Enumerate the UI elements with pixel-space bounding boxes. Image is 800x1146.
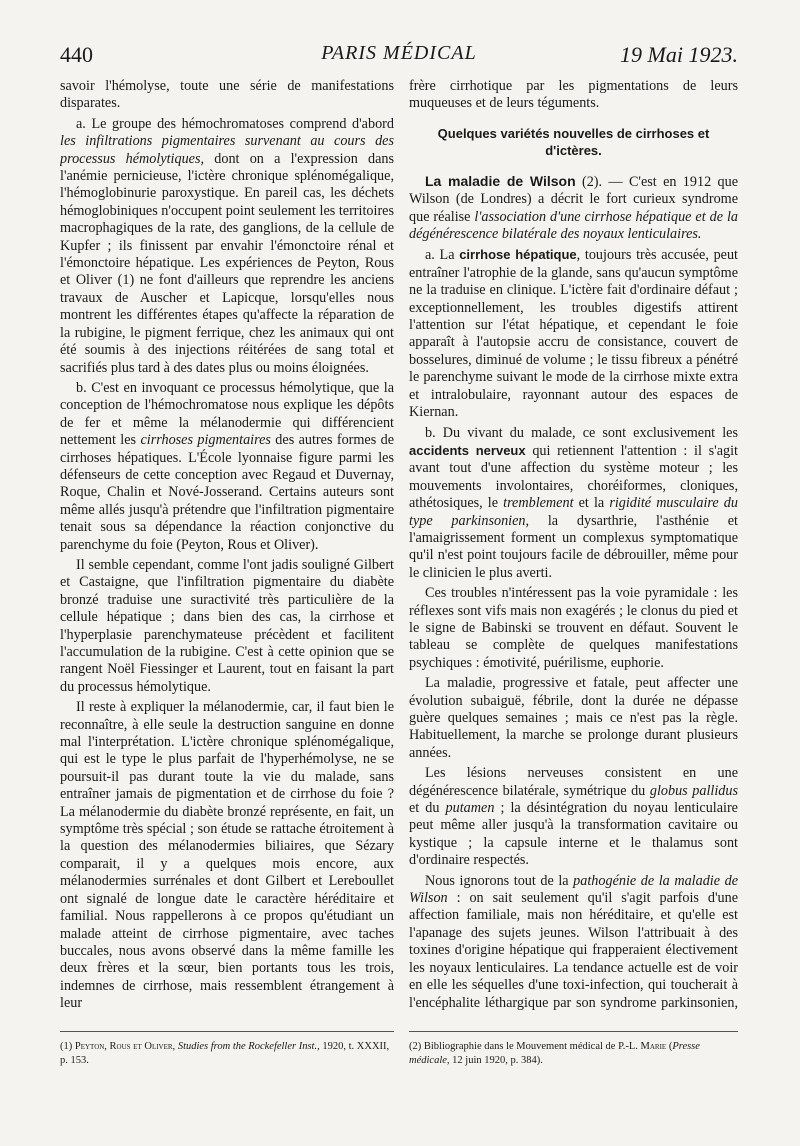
text-run: a. La — [425, 247, 460, 264]
subsection-heading: La maladie de Wilson — [425, 172, 576, 189]
bold-text: cirrhose hépatique — [459, 247, 577, 263]
text-run: Les lésions nerveuses consistent en une dégénérescence bilatérale, symétrique du — [409, 765, 738, 799]
footnote-ref: 12 juin 1920, p. 384). — [449, 1055, 543, 1066]
paragraph — [60, 116, 394, 377]
text-run: qui retiennent l'attention : il s'agit avant tout d'une affection du système moteur ; les mouvements involontaires, choréiformes, cloniques, athétosiques, le — [409, 442, 738, 512]
text-run: Il reste à expliquer la mélanodermie, car, il faut bien le reconnaître, à elle seule la destruction sanguine en donne mal l'interprétation. L'ictère chronique splénomégalique, qui est le type le plus parfait de l'hyperhémolyse, ne se poursuit-il pas durant toute la vie du malade, sans entraîner jamais de pigmentation et de cirrhose du foie ? La mélanodermie du diabète bronzé représente, en fait, un symptôme très spécial ; son étude se rattache étroitement à la question des mélanodermies biliaires, que Sézary comparait, il y a quelques mois encore, aux mélanodermies surrénales et dont Gilbert et Lereboullet ont signalé de longue date le caractère héréditaire et familial. Nous rappellerons à ce propos qu'étudiant un malade atteint de cirrhose pigmentaire, avec taches buccales, nous avons observé dans la même famille les deux frères et la sœur, bien portants tous les trois, indemnes de cirrhose, mais ressemblent étrangement à leur — [60, 699, 394, 1011]
right-column-text — [409, 78, 738, 1011]
text-run: Ces troubles n'intéressent pas la voie pyramidale : les réflexes sont vifs mais non exagérés ; le clonus du pied et le signe de Babinski se trouvent en défaut. Souvent le tableau se complète de quelques manifestations psychiques : émotivité, puérilisme, euphorie. — [409, 585, 738, 671]
italic-text: globus pallidus — [649, 782, 738, 799]
paragraph — [409, 675, 738, 762]
paragraph — [409, 425, 738, 583]
paragraph — [60, 380, 394, 554]
footnote-authors: Peyton, Rous et Oliver, — [74, 1041, 176, 1052]
text-run: La maladie, progressive et fatale, peut affecter une évolution subaiguë, fébrile, dont la durée ne dépasse guère quelques semaines ; mais ce n'est pas la règle. Habituellement, la marche se prolonge durant plusieurs années. — [409, 675, 738, 761]
text-run: dont on a l'expression dans l'anémie pernicieuse, l'ictère chronique splénomégalique, l'hémoglobinurie paroxystique. En pareil cas, les déchets hémoglobiniques n'occupent point seulement les territoires macrophagiques de la rate, des ganglions, de la cellule de Kupfer ; ils finissent par envahir l'émonctoire rénal et l'émonctoire hépatique. Les expériences de Peyton, Rous et Oliver (1) ne font d'ailleurs que reprendre les anciens travaux de Auscher et Lapicque, lorsqu'elles nous montrent les différentes étapes qu'affecte la réparation de la rubigine, le pigment ferrique, chez les animaux qui ont été soumis à des injections réitérées de sang total et sacrifiés plus tard à des dates plus ou moins éloignées. — [60, 150, 394, 376]
text-run: : on sait seulement qu'il s'agit parfois d'une affection familiale, mais non héréditaire, et qu'elle est l'apanage des sujets jeunes. Wilson l'attribuait à des toxines d'origine hépatique qui frapperaient électivement les noyaux lenticulaires. La tendance actuelle est de voir en elle les séquelles d'une toxi-infection, qui toucherait à l'encéphalite léthargique par son syndrome parkinsonien, — [409, 890, 738, 1011]
italic-text: les infiltrations pigmentaires survenant au cours des processus hémolytiques, — [60, 133, 394, 167]
footnote-journal: Studies from the Rockefeller Inst., — [175, 1041, 320, 1052]
footnote-text: ( — [666, 1041, 673, 1052]
footnote-marker: (1) — [60, 1041, 75, 1052]
italic-text: rigidité musculaire du type parkinsonien, — [409, 495, 738, 529]
paragraph — [409, 585, 738, 672]
footnote-journal: Presse médicale, — [409, 1041, 700, 1066]
right-column — [409, 78, 738, 1011]
italic-text: l'association d'une cirrhose hépatique et de la dégénérescence bilatérale des noyaux lenticulaires. — [409, 208, 738, 243]
left-column-text — [60, 78, 394, 1011]
text-run: b. Du vivant du malade, ce sont exclusivement les — [425, 424, 738, 441]
text-run: frère cirrhotique par les pigmentations de leurs muqueuses et de leurs téguments. — [409, 78, 738, 112]
footnote-rule — [60, 1031, 394, 1032]
paragraph — [60, 78, 394, 113]
journal-title: PARIS MÉDICAL — [321, 42, 477, 64]
paragraph — [409, 173, 738, 244]
paragraph — [60, 699, 394, 1011]
italic-text: putamen — [445, 800, 495, 817]
footnote-ref: 1920, t. XXXII, p. 153. — [60, 1041, 390, 1066]
text-run: savoir l'hémolyse, toute une série de manifestations disparates. — [60, 78, 394, 112]
text-run: b. C'est en invoquant ce processus hémolytique, que la conception de l'hémochromatose nous explique les dépôts de fer et même la mélanodermie qui différencient nettement les — [60, 379, 394, 449]
text-run: (2). — C'est en 1912 que Wilson (de Londres) a décrit le fort curieux syndrome que réalise — [409, 173, 738, 225]
text-run: a. Le groupe des hémochromatoses comprend d'abord — [76, 115, 394, 132]
text-run: et la — [573, 495, 610, 512]
paragraph — [60, 557, 394, 696]
footnote-rule — [409, 1031, 738, 1032]
text-run: Nous ignorons tout de la — [425, 872, 574, 889]
text-run: la dysarthrie, l'asthénie et l'amaigrissement forment un complexus symptomatique qu'il n'est point toujours facile de débrouiller, même pour le clinicien le plus averti. — [409, 512, 738, 581]
left-footnote — [60, 1031, 394, 1068]
paragraph — [409, 765, 738, 869]
running-header — [60, 42, 738, 76]
text-run: Il semble cependant, comme l'ont jadis souligné Gilbert et Castaigne, que l'infiltration pigmentaire du diabète bronzé traduise une suractivité très particulière de la cellule hépatique ; dans bien des cas, la cirrhose et l'hyperplasie parenchymateuse précèdent et facilitent l'accumulation de la rubigine. C'est à cette opinion que se rangent Noël Fiessinger et Laurent, tout en faisant la part du processus hémolytique. — [60, 556, 394, 695]
page-number: 440 — [60, 42, 93, 67]
paragraph — [409, 246, 738, 421]
italic-text: cirrhoses pigmentaires — [140, 432, 271, 449]
left-column — [60, 78, 394, 1011]
italic-text: tremblement — [503, 495, 574, 512]
italic-text: pathogénie de la maladie de Wilson — [409, 872, 738, 907]
issue-date: 19 Mai 1923. — [620, 42, 738, 67]
text-run: et du — [409, 800, 446, 817]
text-run: des autres formes de cirrhoses hépatiques. L'École lyonnaise figure parmi les défenseurs de cette conception avec Regaud et Duvernay, Roque, Chalin et Nové-Josserand. Certains auteurs sont même allés jusqu'à prétendre que l'infiltration pigmentaire tenait sous sa dépendance la réaction conjonctive du parenchyme du foie (Peyton, Rous et Oliver). — [60, 432, 394, 553]
paragraph — [409, 873, 738, 1011]
footnote-author: Marie — [640, 1041, 667, 1052]
paragraph — [409, 78, 738, 113]
text-run: , toujours très accusée, peut entraîner l'atrophie de la glande, sans qu'aucun symptôme ne la traduise en clinique. L'ictère fait d'ordinaire défaut ; exceptionnellement, les troubles digestifs attirent l'attention sur l'état hépatique, et cependant le foie apparaît à l'autopsie accru de consistance, couvert de bosselures, diminué de volume ; le tissu fibreux a pénétré le parenchyme suivant le mode de la cirrhose mixte extra et intralobulaire, rayonnant autour des espaces de Kiernan. — [409, 247, 738, 421]
footnote-text: (2) Bibliographie dans le Mouvement médical de P.-L. — [409, 1041, 641, 1052]
right-footnote — [409, 1031, 738, 1068]
bold-text: accidents nerveux — [409, 442, 526, 458]
text-run: ; la désintégration du noyau lenticulaire peut même aller jusqu'à la transformation cavitaire ou kystique ; la capsule interne et le thalamus sont d'ordinaire respectés. — [409, 800, 738, 869]
section-title: Quelques variétés nouvelles de cirrhoses et d'ictères. — [437, 125, 710, 158]
